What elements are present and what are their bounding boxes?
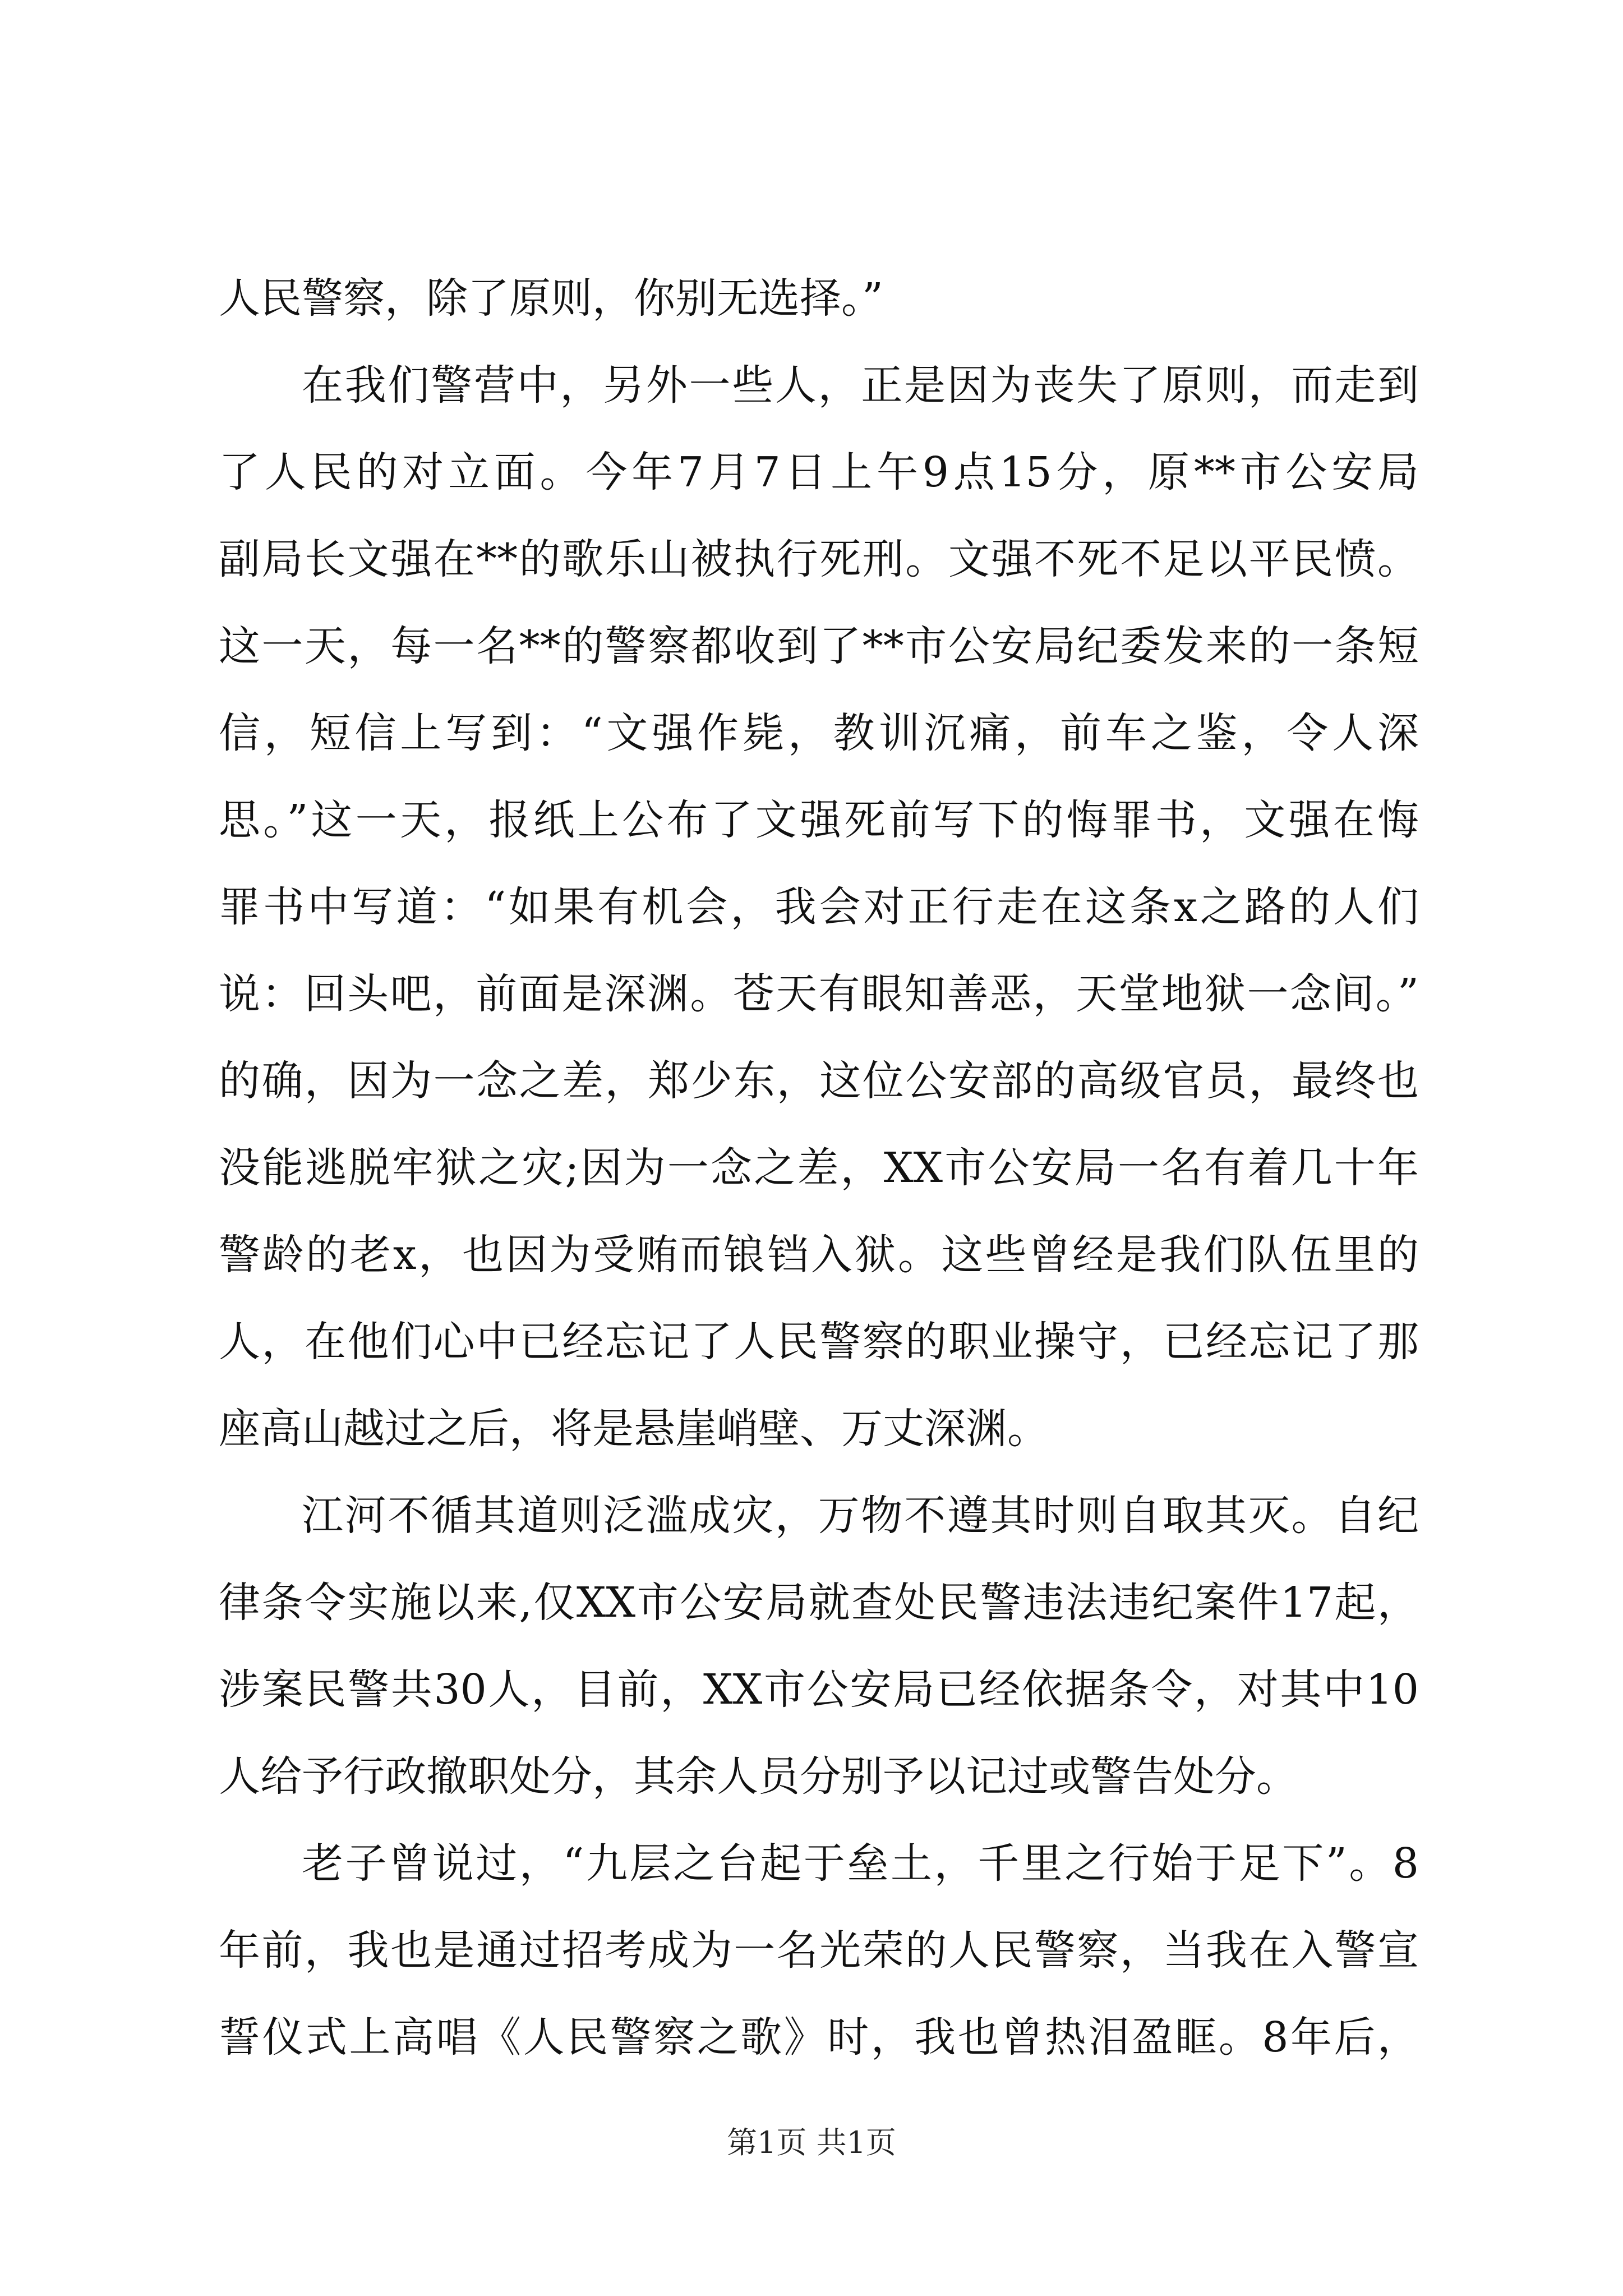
paragraph-first-line: 老子曾说过，“九层之台起于垒土，千里之行始于足下”。8 [302,1839,1419,1888]
text-line: 人给予行政撤职处分，其余人员分别予以记过或警告处分。 [219,1752,1298,1801]
text-line: 了人民的对立面。今年7月7日上午9点15分，原**市公安局 [219,448,1419,496]
text-line: 人民警察，除了原则，你别无选择。” [219,274,883,323]
text-line: 年前，我也是通过招考成为一名光荣的人民警察，当我在入警宣 [219,1926,1419,1975]
text-line: 说：回头吧，前面是深渊。苍天有眼知善恶，天堂地狱一念间。” [219,970,1419,1018]
text-line: 律条令实施以来,仅XX市公安局就查处民警违法违纪案件17起， [219,1579,1419,1627]
text-line: 的确，因为一念之差，郑少东，这位公安部的高级官员，最终也 [219,1057,1419,1105]
text-line: 警龄的老x，也因为受贿而锒铛入狱。这些曾经是我们队伍里的 [219,1231,1419,1279]
paragraph-first-line: 在我们警营中，另外一些人，正是因为丧失了原则，而走到 [302,361,1419,409]
text-line: 思。”这一天，报纸上公布了文强死前写下的悔罪书，文强在悔 [219,796,1419,844]
text-line: 这一天，每一名**的警察都收到了**市公安局纪委发来的一条短 [219,622,1419,670]
page-footer: 第1页 共1页 [727,2125,896,2160]
text-line: 人，在他们心中已经忘记了人民警察的职业操守，已经忘记了那 [219,1318,1419,1366]
text-line: 副局长文强在**的歌乐山被执行死刑。文强不死不足以平民愤。 [219,535,1419,583]
document-body [219,255,1419,2081]
paragraph-first-line: 江河不循其道则泛滥成灾，万物不遵其时则自取其灭。自纪 [302,1492,1419,1540]
text-line: 信，短信上写到：“文强作毙，教训沉痛，前车之鉴，令人深 [219,709,1419,757]
text-line: 涉案民警共30人，目前，XX市公安局已经依据条令，对其中10 [219,1665,1419,1714]
text-line: 没能逃脱牢狱之灾;因为一念之差，XX市公安局一名有着几十年 [219,1144,1419,1192]
text-line: 誓仪式上高唱《人民警察之歌》时，我也曾热泪盈眶。8年后， [219,2013,1419,2062]
text-line: 座高山越过之后，将是悬崖峭壁、万丈深渊。 [219,1405,1049,1453]
text-line: 罪书中写道：“如果有机会，我会对正行走在这条x之路的人们 [219,883,1419,931]
